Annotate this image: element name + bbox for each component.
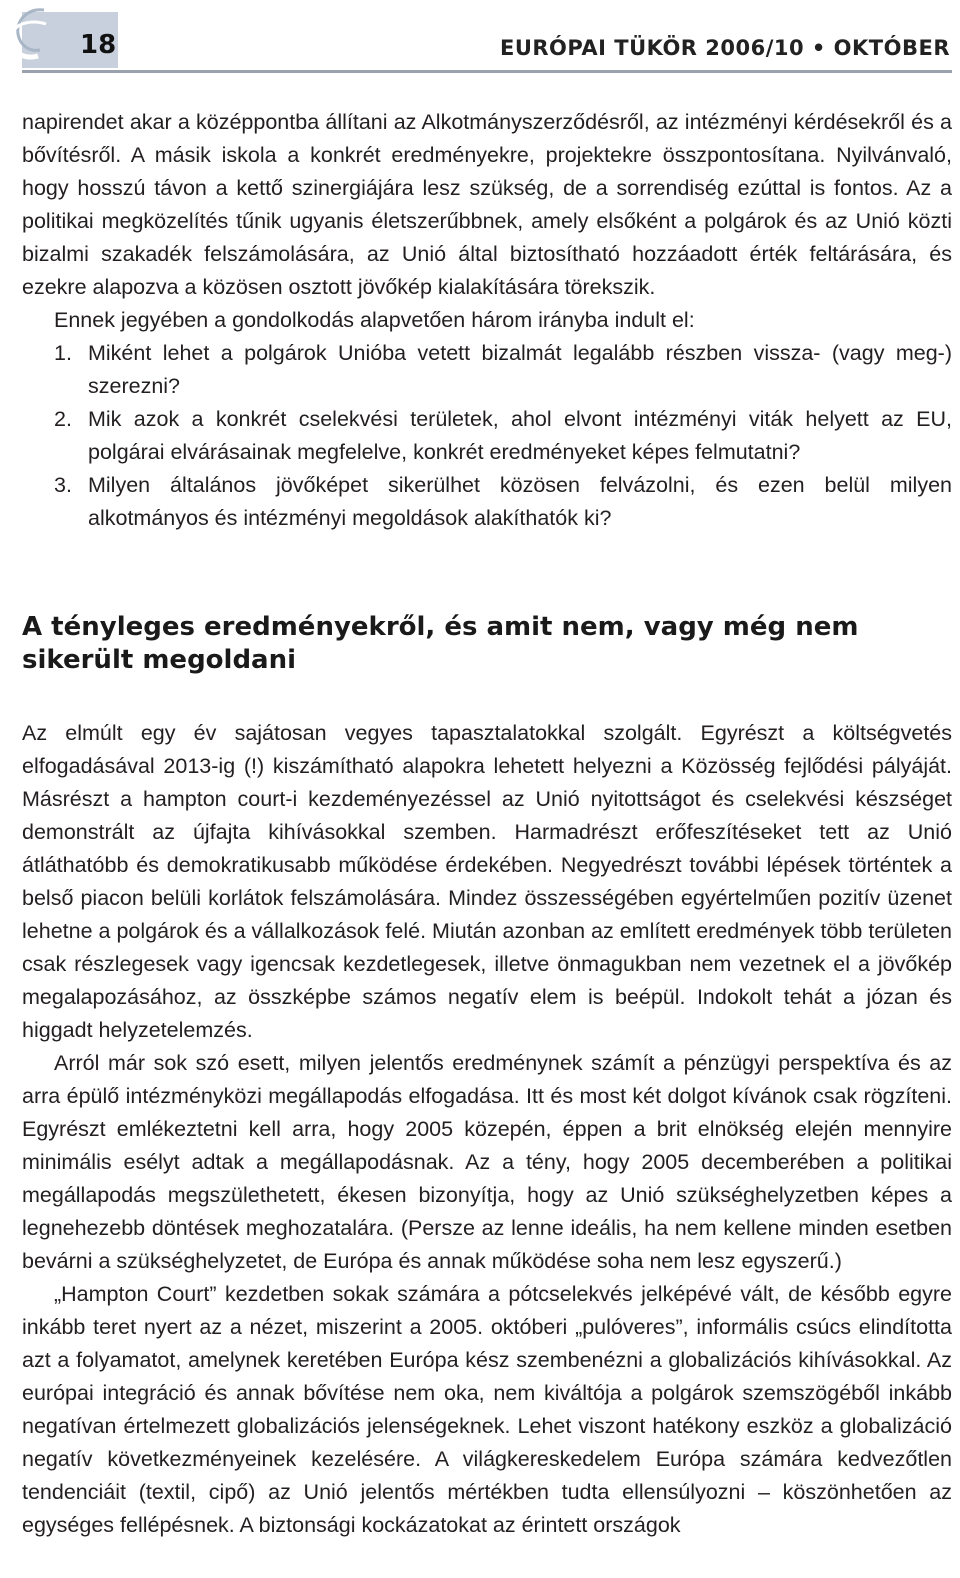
list-item (22, 403, 952, 469)
header-divider (22, 70, 952, 73)
page-header (0, 0, 960, 80)
list-item-text: Milyen általános jövőképet sikerülhet közösen felvázolni, és ezen belül milyen alkotmányos és intézményi megoldások alakíthatók ki? (88, 473, 952, 530)
list-item-text: Mik azok a konkrét cselekvési területek, ahol elvont intézményi viták helyett az EU, polgárai elvárásainak megfelelve, konkrét eredményeket képes felmutatni? (88, 407, 952, 464)
list-item-number: 3. (54, 473, 72, 497)
intro-lead: Ennek jegyében a gondolkodás alapvetően három irányba indult el: (54, 308, 695, 332)
body-paragraph: „Hampton Court” kezdetben sokak számára a pótcselekvés jelképévé vált, de később egyre inkább teret nyert az a nézet, miszerint a 2005. októberi „pulóveres”, informális csúcs elindította azt a folyamatot, amelynek keretében Európa kész szembenézni a globalizációs kihívásokkal. Az európai integráció és annak bővítése nem oka, nem kiváltója a polgárok szemszögéből inkább negatívan értelmezett globalizációs jelenségeknek. Lehet viszont hatékony eszköz a globalizáció negatív következményeinek kezelésére. A világkereskedelem Európa számára kedvezőtlen tendenciáit (textil, cipő) az Unió jelentős mértékben tudta ellensúlyozni – köszönhetően az egységes fellépésnek. A biztonsági kockázatokat az érintett országok (22, 1282, 952, 1537)
swirl-logo-icon (0, 0, 70, 70)
question-list (22, 337, 952, 535)
article-body (22, 106, 952, 1542)
page-number: 18 (80, 30, 117, 60)
list-item-text: Miként lehet a polgárok Unióba vetett bizalmát legalább részben vissza- (vagy meg-) szerezni? (88, 341, 952, 398)
intro-paragraph: napirendet akar a középpontba állítani az Alkotmányszerződésről, az intézményi kérdésekről és a bővítésről. A másik iskola a konkrét eredményekre, projektekre összpontosítana. Nyilvánvaló, hogy hosszú távon a kettő szinergiájára lesz szükség, de a sorrendiség ezúttal is fontos. Az a politikai megközelítés tűnik ugyanis életszerűbbnek, amely elsőként a polgárok és az Unió közti bizalmi szakadék felszámolására, az Unió által biztosítható hozzáadott érték feltárására, és ezekre alapozva a közösen osztott jövőkép kialakítására törekszik. (22, 110, 952, 299)
list-item-number: 1. (54, 341, 72, 365)
list-item (22, 469, 952, 535)
body-paragraph: Az elmúlt egy év sajátosan vegyes tapasztalatokkal szolgált. Egyrészt a költségvetés elfogadásával 2013-ig (!) kiszámítható alapokra lehetett helyezni a Közösség fejlődési pályáját. Másrészt a hampton court-i kezdeményezéssel az Unió nyitottságot és cselekvési készséget demonstrált az újfajta kihívásokkal szemben. Harmadrészt erőfeszítéseket tett az Unió átláthatóbb és demokratikusabb működése érdekében. Negyedrészt további lépések történtek a belső piacon belüli korlátok felszámolására. Mindez összességében egyértelműen pozitív üzenet lehetne a polgárok és a vállalkozások felé. Miután azonban az említett eredmények több területen csak részlegesek vagy igencsak kezdetlegesek, illetve önmagukban nem vezetnek el a jövőkép megalapozásához, az összképbe számos negatív elem is beépül. Indokolt tehát a józan és higgadt helyzetelemzés. (22, 721, 952, 1042)
list-item (22, 337, 952, 403)
body-paragraph: Arról már sok szó esett, milyen jelentős eredménynek számít a pénzügyi perspektíva és az arra épülő intézményközi megállapodás elfogadása. Itt és most két dolgot kívánok csak rögzíteni. Egyrészt emlékeztetni kell arra, hogy 2005 közepén, éppen a brit elnökség elején mennyire minimális esélyt adtak a megállapodásnak. Az a tény, hogy 2005 decemberében a politikai megállapodás megszülethetett, ékesen bizonyítja, hogy az Unió szükséghelyzetben képes a legnehezebb döntések meghozatalára. (Persze az lenne ideális, ha nem kellene minden esetben bevárni a szükséghelyzetet, de Európa és annak működése soha nem lesz egyszerű.) (22, 1051, 952, 1273)
section-heading: A tényleges eredményekről, és amit nem, vagy még nem sikerült megoldani (22, 612, 859, 675)
list-item-number: 2. (54, 407, 72, 431)
running-title: EURÓPAI TÜKÖR 2006/10 • OKTÓBER (499, 36, 950, 60)
